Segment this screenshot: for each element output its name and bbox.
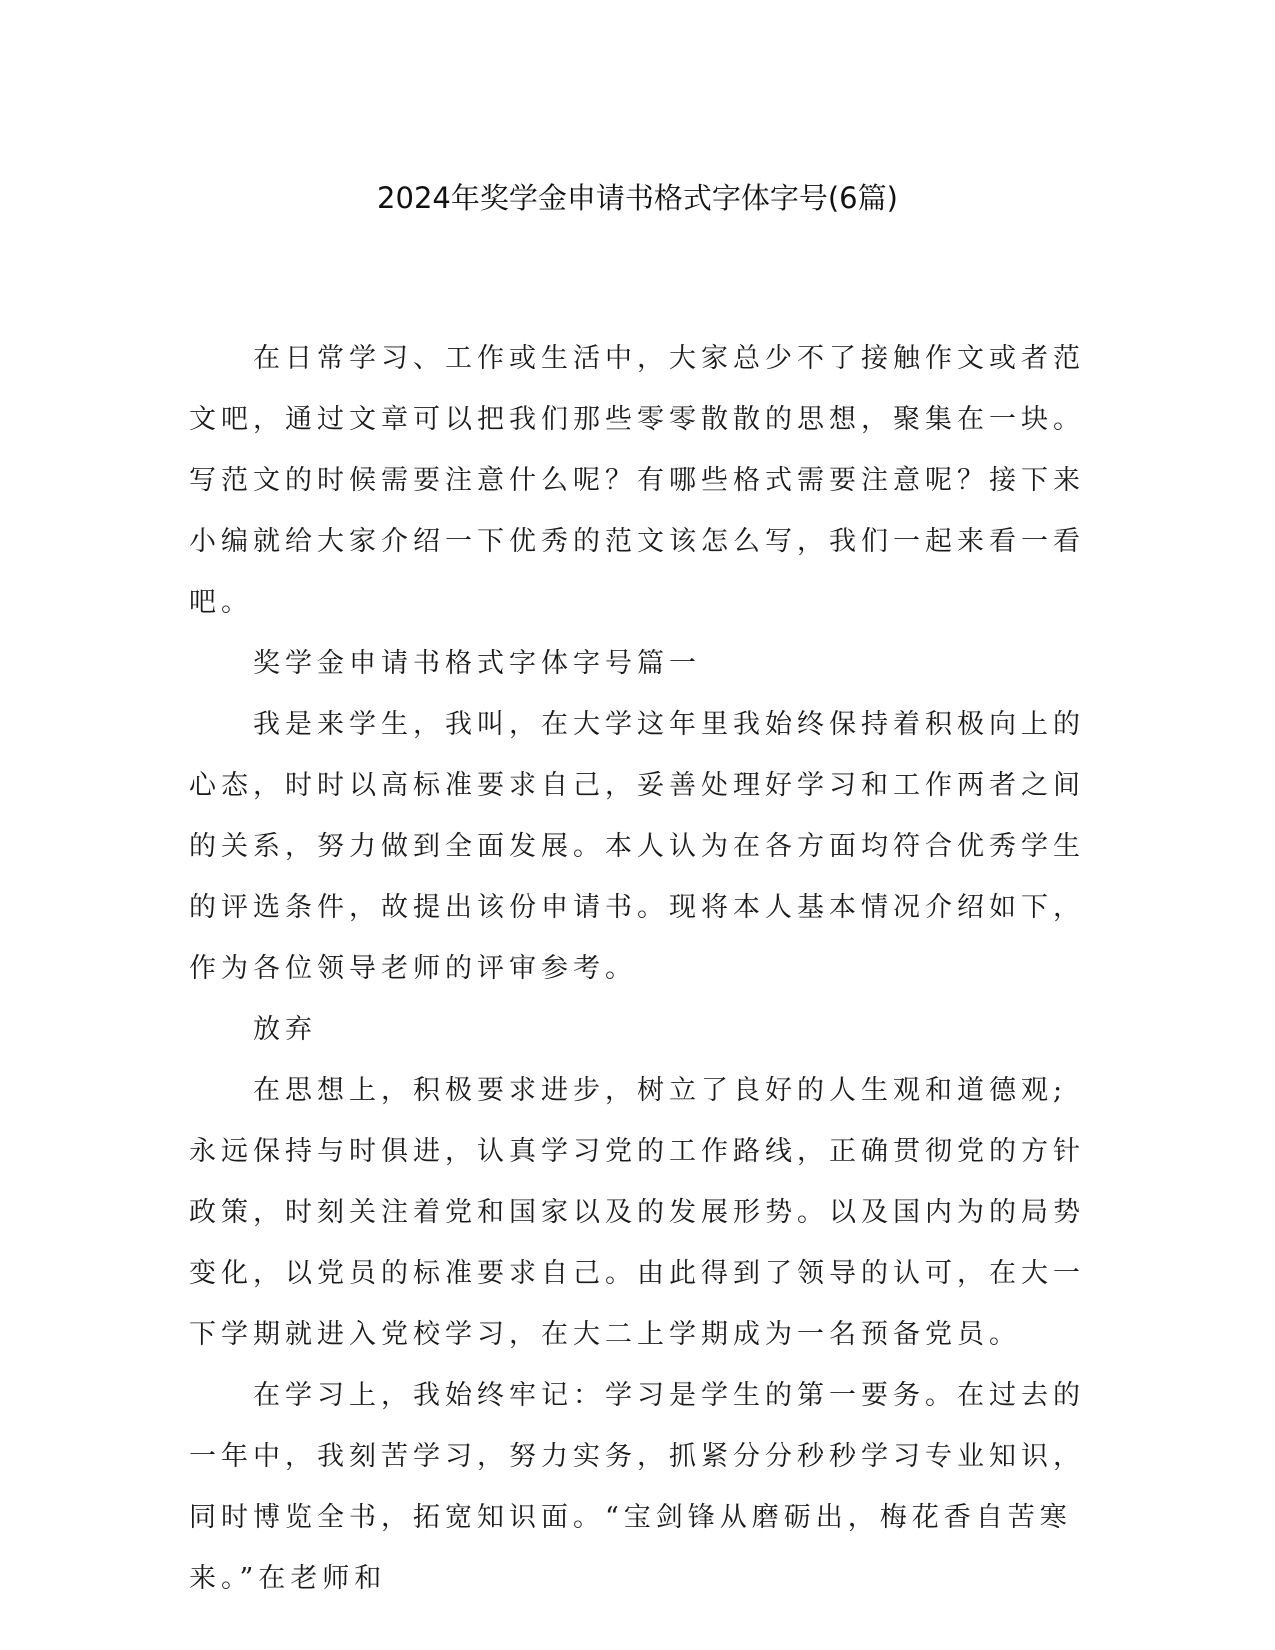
- body-paragraph: 我是来学生，我叫，在大学这年里我始终保持着积极向上的心态，时时以高标准要求自己，妥善处理好学习和工作两者之间的关系，努力做到全面发展。本人认为在各方面均符合优秀学生的评选条件，故提出该份申请书。现将本人基本情况介绍如下，作为各位领导老师的评审参考。: [189, 709, 1085, 984]
- intro-paragraph: 在日常学习、工作或生活中，大家总少不了接触作文或者范文吧，通过文章可以把我们那些零零散散的思想，聚集在一块。写范文的时候需要注意什么呢？有哪些格式需要注意呢？接下来小编就给大家介绍一下优秀的范文该怎么写，我们一起来看一看吧。: [189, 343, 1085, 618]
- document-body: [189, 328, 1089, 1609]
- section-heading: 放弃: [253, 1014, 317, 1045]
- body-paragraph: 在思想上，积极要求进步，树立了良好的人生观和道德观;永远保持与时俱进，认真学习党的工作路线，正确贯彻党的方针政策，时刻关注着党和国家以及的发展形势。以及国内为的局势变化，以党员的标准要求自己。由此得到了领导的认可，在大一下学期就进入党校学习，在大二上学期成为一名预备党员。: [189, 1075, 1085, 1350]
- document-title: 2024年奖学金申请书格式字体字号(6篇): [377, 181, 898, 215]
- body-paragraph: 在学习上，我始终牢记：学习是学生的第一要务。在过去的一年中，我刻苦学习，努力实务，抓紧分分秒秒学习专业知识，同时博览全书，拓宽知识面。“宝剑锋从磨砺出，梅花香自苦寒来。”在老师和: [189, 1380, 1085, 1594]
- section-heading: 奖学金申请书格式字体字号篇一: [253, 648, 701, 679]
